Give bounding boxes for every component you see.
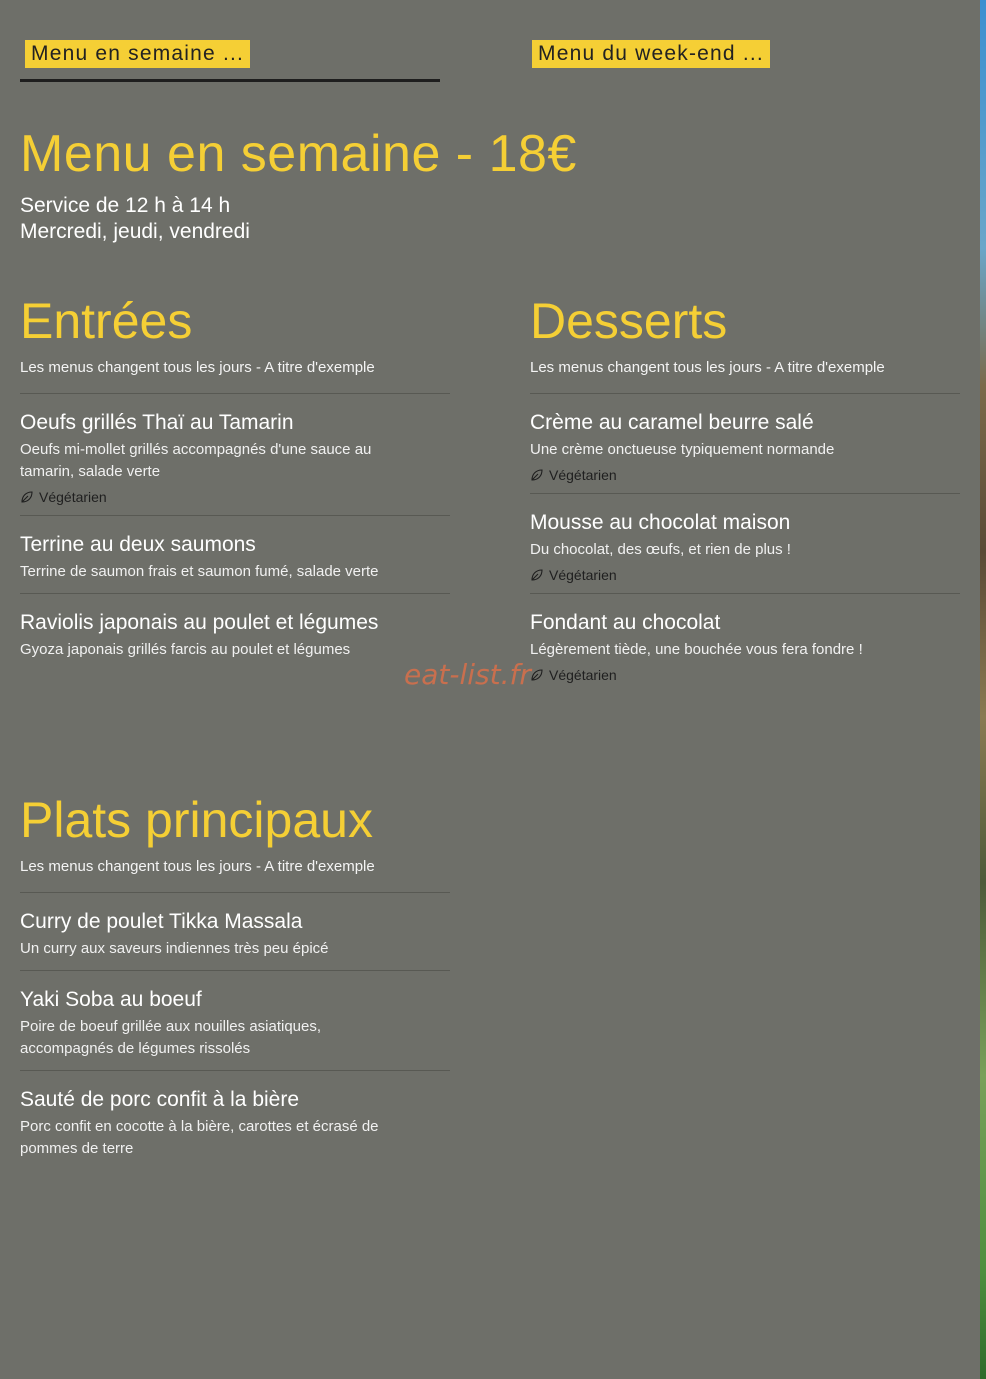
menu-item — [20, 394, 450, 516]
section-entrees — [20, 291, 450, 671]
item-name: Crème au caramel beurre salé — [530, 411, 814, 434]
leaf-icon — [530, 568, 544, 582]
menu-item — [530, 494, 960, 594]
tab-menu-weekend[interactable]: Menu du week-end ... — [532, 40, 770, 68]
item-description: Oeufs mi-mollet grillés accompagnés d'une sauce au tamarin, salade verte — [20, 441, 372, 480]
leaf-icon — [530, 468, 544, 482]
watermark: eat-list.fr — [404, 658, 531, 691]
item-name: Oeufs grillés Thaï au Tamarin — [20, 411, 294, 434]
section-note: Les menus changent tous les jours - A titre d'exemple — [20, 858, 450, 893]
leaf-icon — [530, 668, 544, 682]
tag-label: Végétarien — [549, 467, 617, 483]
tag-label: Végétarien — [39, 489, 107, 505]
section-title: Desserts — [530, 293, 728, 349]
item-description: Légèrement tiède, une bouchée vous fera fondre ! — [530, 641, 863, 658]
item-name: Raviolis japonais au poulet et légumes — [20, 611, 379, 634]
tag-label: Végétarien — [549, 567, 617, 583]
item-description: Poire de boeuf grillée aux nouilles asiatiques, accompagnés de légumes rissolés — [20, 1018, 322, 1057]
active-tab-underline — [20, 79, 440, 82]
item-description: Gyoza japonais grillés farcis au poulet et légumes — [20, 641, 351, 658]
tag-label: Végétarien — [549, 667, 617, 683]
service-hours — [20, 193, 250, 245]
item-description: Terrine de saumon frais et saumon fumé, salade verte — [20, 563, 379, 580]
menu-item — [20, 893, 450, 971]
menu-item — [20, 594, 450, 671]
item-name: Mousse au chocolat maison — [530, 511, 791, 534]
item-name: Yaki Soba au boeuf — [20, 988, 202, 1011]
item-description: Une crème onctueuse typiquement normande — [530, 441, 835, 458]
menu-item — [530, 394, 960, 494]
background-image-strip — [980, 0, 986, 1379]
menu-item — [20, 1071, 450, 1170]
item-description: Du chocolat, des œufs, et rien de plus ! — [530, 541, 791, 558]
menu-tabs — [20, 40, 780, 84]
vegetarian-tag — [530, 467, 960, 483]
service-time: Service de 12 h à 14 h — [20, 194, 231, 217]
item-name: Sauté de porc confit à la bière — [20, 1088, 300, 1111]
item-name: Fondant au chocolat — [530, 611, 721, 634]
item-description: Porc confit en cocotte à la bière, carottes et écrasé de pommes de terre — [20, 1118, 379, 1157]
menu-item — [20, 516, 450, 594]
section-title: Entrées — [20, 293, 193, 349]
service-days: Mercredi, jeudi, vendredi — [20, 220, 250, 243]
menu-item — [20, 971, 450, 1071]
menu-item — [530, 594, 960, 693]
section-plats-principaux — [20, 790, 450, 1170]
item-description: Un curry aux saveurs indiennes très peu épicé — [20, 940, 329, 957]
tab-menu-semaine[interactable]: Menu en semaine ... — [25, 40, 250, 68]
vegetarian-tag — [530, 567, 960, 583]
section-note: Les menus changent tous les jours - A titre d'exemple — [530, 359, 960, 394]
vegetarian-tag — [20, 489, 450, 505]
section-note: Les menus changent tous les jours - A titre d'exemple — [20, 359, 450, 394]
page-title: Menu en semaine - 18€ — [20, 125, 577, 183]
section-desserts — [530, 291, 960, 693]
item-name: Curry de poulet Tikka Massala — [20, 910, 303, 933]
item-name: Terrine au deux saumons — [20, 533, 256, 556]
vegetarian-tag — [530, 667, 960, 683]
leaf-icon — [20, 490, 34, 504]
section-title: Plats principaux — [20, 792, 373, 848]
